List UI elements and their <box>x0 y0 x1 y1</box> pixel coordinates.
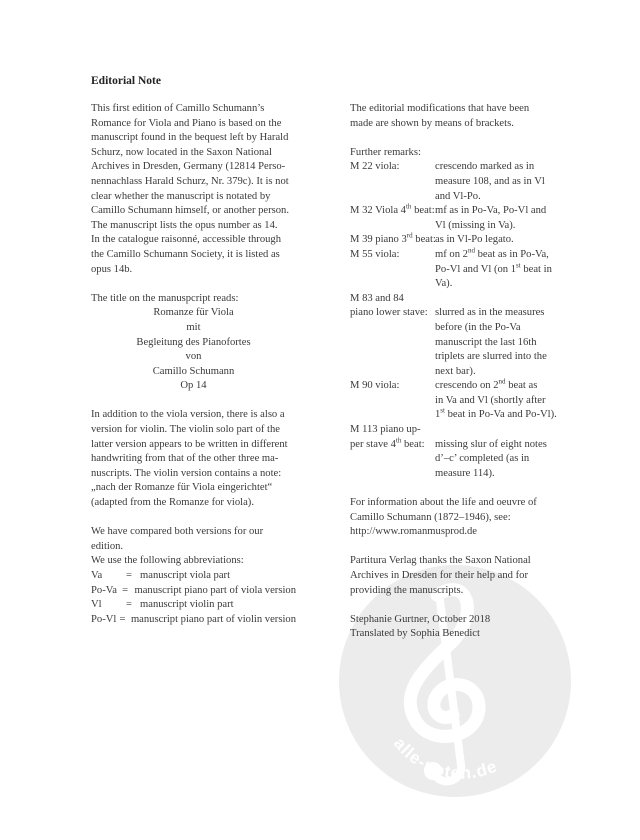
remark-item: M 113 piano up- <box>350 424 421 436</box>
intro-paragraph: This first edition of Camillo Schumann’s Romance for Viola and Piano is based on the manuscript found in the bequest left by Harald Schurz, now located in the Saxon National Archives in Dresden, Germany (12814 Perso- nennachlass Harald Schurz, Nr. 379c). It is not clear whether the manuscript is notated by Camillo Schumann himself, or another person. The manuscript lists the opus number as 14. In the catalogue raisonné, accessible through the Camillo Schumann Society, it is listed as opus 14b. <box>91 103 290 275</box>
watermark-text: alle-noten.de <box>389 734 501 783</box>
page-title: Editorial Note <box>91 75 161 87</box>
abbreviation-item: Va = manuscript viola part <box>91 570 231 581</box>
title-intro: The title on the manuspcript reads: <box>91 292 239 304</box>
abbreviation-item: Po-Va = manuscript piano part of viola version <box>91 584 296 596</box>
manuscript-title-block: Romanze für Viola mit Begleitung des Pianofortes von Camillo Schumann Op 14 <box>136 307 251 392</box>
abbreviation-item: Po-Vl = manuscript piano part of violin version <box>91 613 296 625</box>
remark-item: M 22 viola: crescendo marked as in measure 108, and as in Vl and Vl-Po. <box>350 161 545 202</box>
remark-item: M 55 viola: mf on 2nd beat as in Po-Va, Po-Vl and Vl (on 1st beat in Va). <box>350 246 552 290</box>
right-column <box>350 102 565 642</box>
further-remarks-heading: Further remarks: <box>350 146 421 158</box>
remark-item: M 83 and 84 <box>350 292 404 304</box>
remark-item: M 32 Viola 4th beat: mf as in Po-Va, Po-Vl and Vl (missing in Va). <box>350 202 547 231</box>
remark-item: per stave 4th beat: missing slur of eight notes d’–c’ completed (as in measure 114). <box>350 436 547 479</box>
signature-block: Stephanie Gurtner, October 2018 Translated by Sophia Benedict <box>350 613 491 640</box>
remark-item: M 39 piano 3rd beat: as in Vl-Po legato. <box>350 231 514 246</box>
thanks-paragraph: Partitura Verlag thanks the Saxon National Archives in Dresden for their help and for providing the manuscripts. <box>350 555 531 596</box>
website-link[interactable]: http://www.romanmusprod.de <box>350 526 478 538</box>
info-paragraph: For information about the life and oeuvre of Camillo Schumann (1872–1946), see: http://www.romanmusprod.de <box>350 496 565 540</box>
compare-paragraph: We have compared both versions for our edition. We use the following abbreviations: <box>91 526 264 567</box>
remarks-list <box>350 160 565 481</box>
violin-version-paragraph: In addition to the viola version, there is also a version for violin. The violin solo part of the latter version appears to be written in different handwriting from that of the other three ma- nuscripts. The violin version contains a note: „nach der Romanze für Viola eingerichtet“ (adapted from the Romanze for viola). <box>91 409 288 509</box>
abbreviation-item: Vl = manuscript violin part <box>91 599 234 611</box>
left-column <box>91 102 296 627</box>
modifications-paragraph: The editorial modifications that have been made are shown by means of brackets. <box>350 103 530 129</box>
remark-item: M 90 viola: crescendo on 2nd beat as in Va and Vl (shortly after 1st beat in Po-Va and Po-Vl). <box>350 377 557 421</box>
remark-item: piano lower stave: slurred as in the measures before (in the Po-Va manuscript the last 16th triplets are slurred into the next bar). <box>350 307 547 377</box>
abbreviation-list <box>91 569 296 627</box>
